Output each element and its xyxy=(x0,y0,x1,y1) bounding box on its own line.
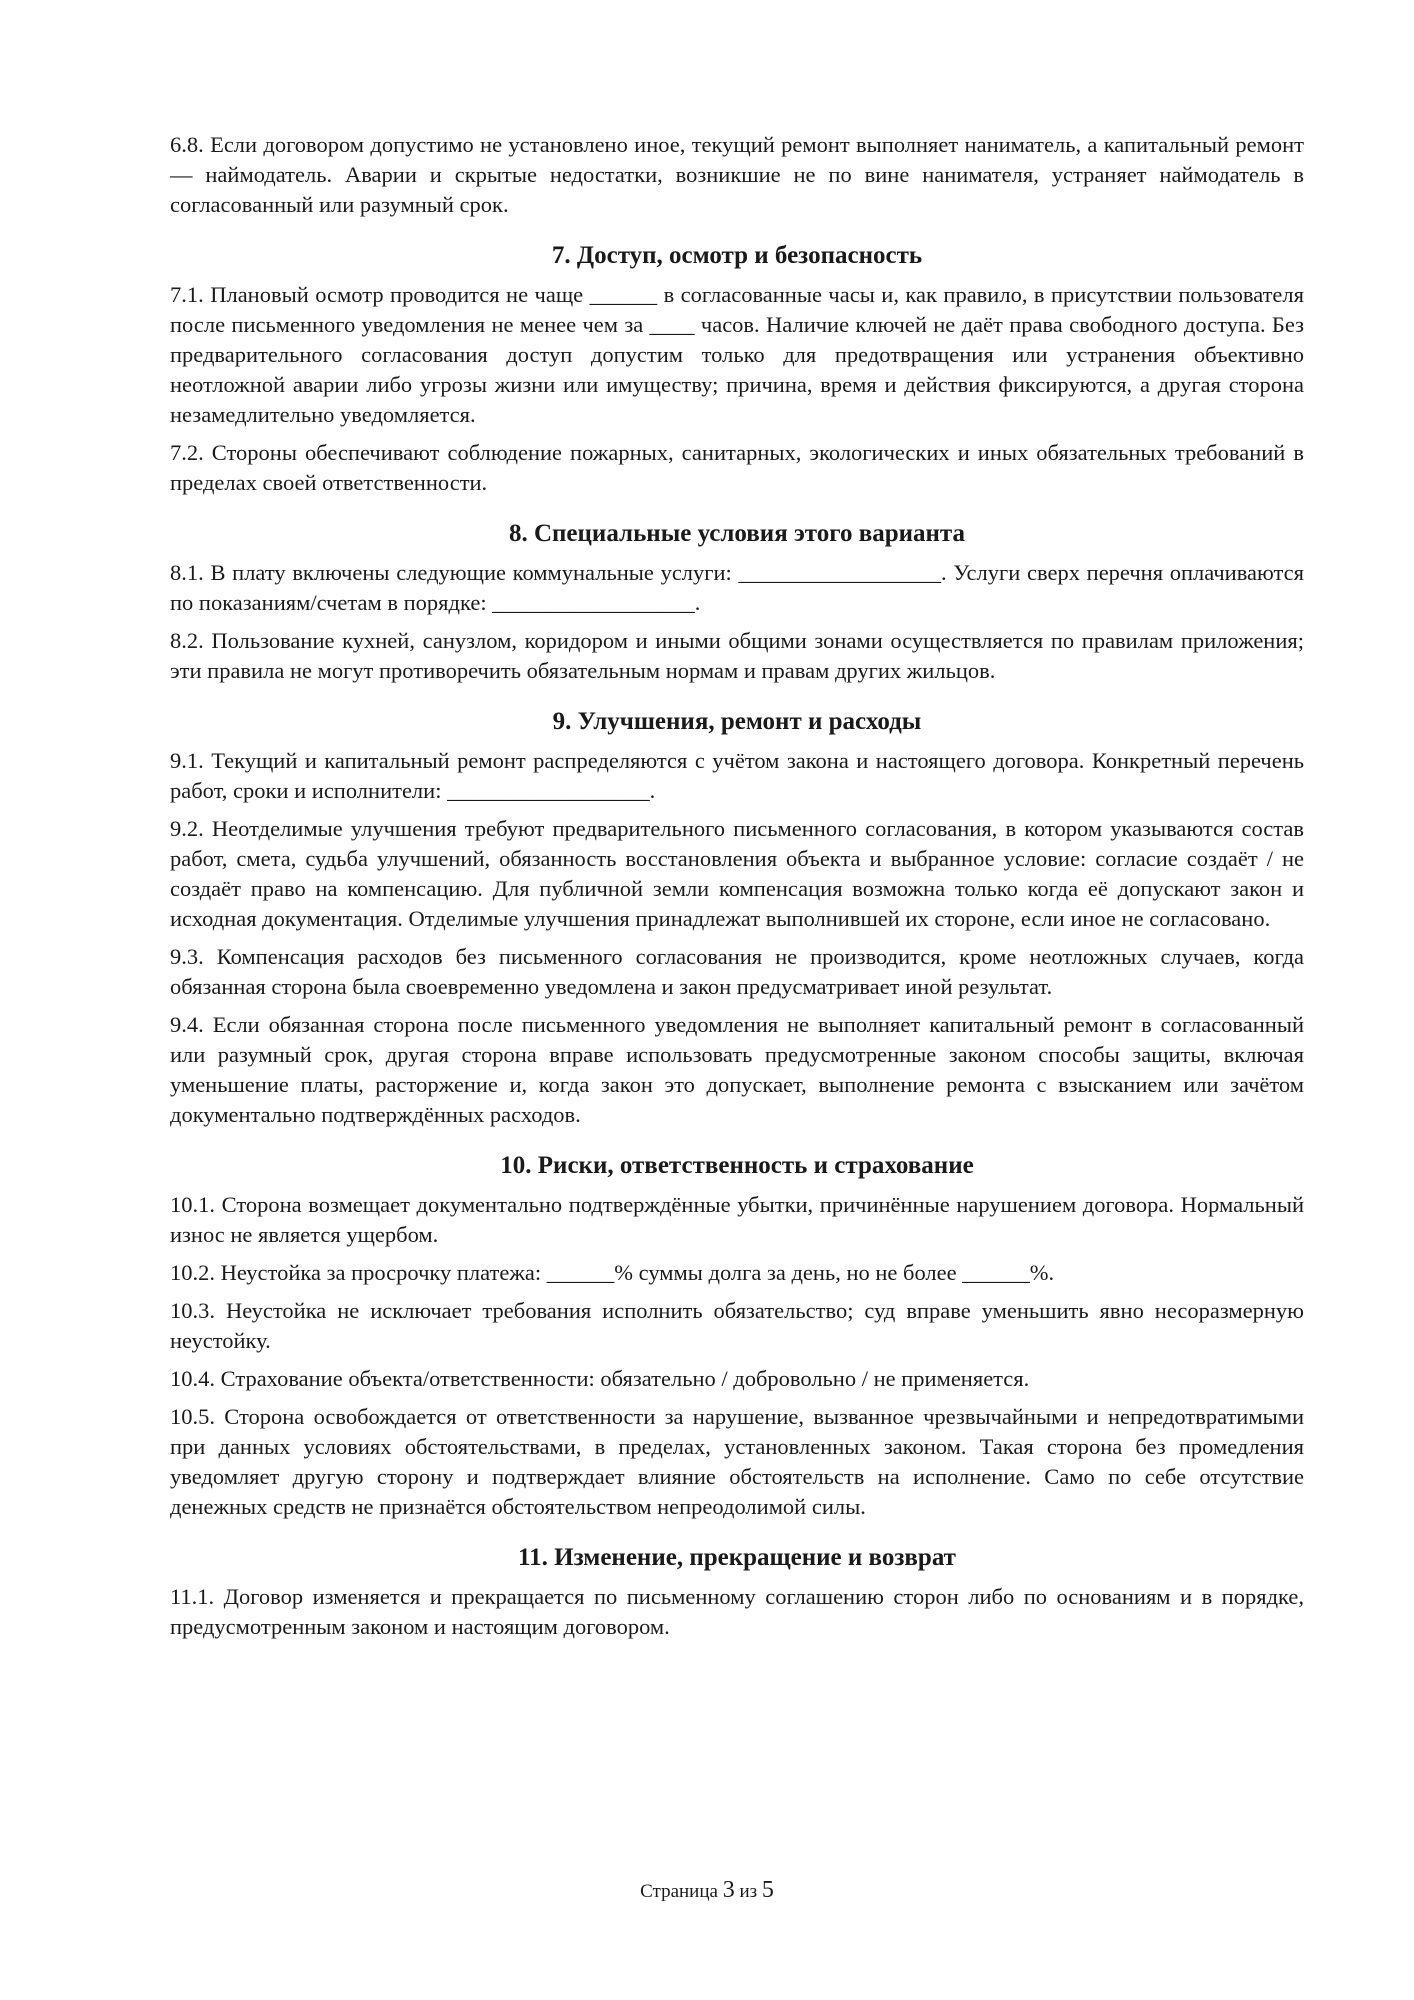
section-11-heading: 11. Изменение, прекращение и возврат xyxy=(518,1544,956,1571)
clause-10-2: 10.2. Неустойка за просрочку платежа: ______% суммы долга за день, но не более ______%. xyxy=(170,1260,1055,1285)
page-footer xyxy=(0,1877,1414,1905)
clause-9-1: 9.1. Текущий и капитальный ремонт распределяются с учётом закона и настоящего договора. Конкретный перечень работ, сроки и исполнители: __________________. xyxy=(170,748,1304,803)
footer-current-page: 3 xyxy=(722,1877,735,1903)
clause-10-4: 10.4. Страхование объекта/ответственности: обязательно / добровольно / не применяется. xyxy=(170,1366,1030,1391)
section-10-heading: 10. Риски, ответственность и страхование xyxy=(500,1152,974,1179)
section-8-heading: 8. Специальные условия этого варианта xyxy=(508,520,966,547)
section-9-heading: 9. Улучшения, ремонт и расходы xyxy=(552,708,922,735)
footer-of-word: из xyxy=(739,1881,758,1902)
clause-9-4: 9.4. Если обязанная сторона после письменного уведомления не выполняет капитальный ремонт в согласованный или разумный срок, другая сторона вправе использовать предусмотренные законом способы защиты, включая уменьшение платы, расторжение и, когда закон это допускает, выполнение ремонта с взысканием или зачётом документально подтверждённых расходов. xyxy=(170,1012,1304,1127)
clause-8-1: 8.1. В плату включены следующие коммунальные услуги: __________________. Услуги сверх перечня оплачиваются по показаниям/счетам в порядке: __________________. xyxy=(170,560,1304,615)
clause-6-8: 6.8. Если договором допустимо не установлено иное, текущий ремонт выполняет наниматель, а капитальный ремонт — наймодатель. Аварии и скрытые недостатки, возникшие не по вине нанимателя, устраняет наймодатель в согласованный или разумный срок. xyxy=(170,132,1304,217)
clause-9-3: 9.3. Компенсация расходов без письменного согласования не производится, кроме неотложных случаев, когда обязанная сторона была своевременно уведомлена и закон предусматривает иной результат. xyxy=(170,944,1304,999)
document-page xyxy=(170,130,1304,1650)
footer-page-word: Страница xyxy=(640,1881,718,1902)
clause-10-3: 10.3. Неустойка не исключает требования исполнить обязательство; суд вправе уменьшить явно несоразмерную неустойку. xyxy=(170,1298,1304,1353)
section-7-heading: 7. Доступ, осмотр и безопасность xyxy=(551,242,923,269)
clause-10-1: 10.1. Сторона возмещает документально подтверждённые убытки, причинённые нарушением договора. Нормальный износ не является ущербом. xyxy=(170,1192,1304,1247)
footer-total-pages: 5 xyxy=(761,1877,774,1903)
clause-9-2: 9.2. Неотделимые улучшения требуют предварительного письменного согласования, в котором указываются состав работ, смета, судьба улучшений, обязанность восстановления объекта и выбранное условие: согласие создаёт / не создаёт право на компенсацию. Для публичной земли компенсация возможна только когда её допускают закон и исходная документация. Отделимые улучшения принадлежат выполнившей их стороне, если иное не согласовано. xyxy=(170,816,1304,931)
clause-7-2: 7.2. Стороны обеспечивают соблюдение пожарных, санитарных, экологических и иных обязательных требований в пределах своей ответственности. xyxy=(170,440,1304,495)
clause-10-5: 10.5. Сторона освобождается от ответственности за нарушение, вызванное чрезвычайными и непредотвратимыми при данных условиях обстоятельствами, в пределах, установленных законом. Такая сторона без промедления уведомляет другую сторону и подтверждает влияние обстоятельств на исполнение. Само по себе отсутствие денежных средств не признаётся обстоятельством непреодолимой силы. xyxy=(170,1404,1304,1519)
clause-11-1: 11.1. Договор изменяется и прекращается по письменному соглашению сторон либо по основаниям и в порядке, предусмотренным законом и настоящим договором. xyxy=(170,1584,1304,1639)
clause-7-1: 7.1. Плановый осмотр проводится не чаще ______ в согласованные часы и, как правило, в присутствии пользователя после письменного уведомления не менее чем за ____ часов. Наличие ключей не даёт права свободного доступа. Без предварительного согласования доступ допустим только для предотвращения или устранения объективно неотложной аварии либо угрозы жизни или имуществу; причина, время и действия фиксируются, а другая сторона незамедлительно уведомляется. xyxy=(170,282,1304,427)
clause-8-2: 8.2. Пользование кухней, санузлом, коридором и иными общими зонами осуществляется по правилам приложения; эти правила не могут противоречить обязательным нормам и правам других жильцов. xyxy=(170,628,1304,683)
